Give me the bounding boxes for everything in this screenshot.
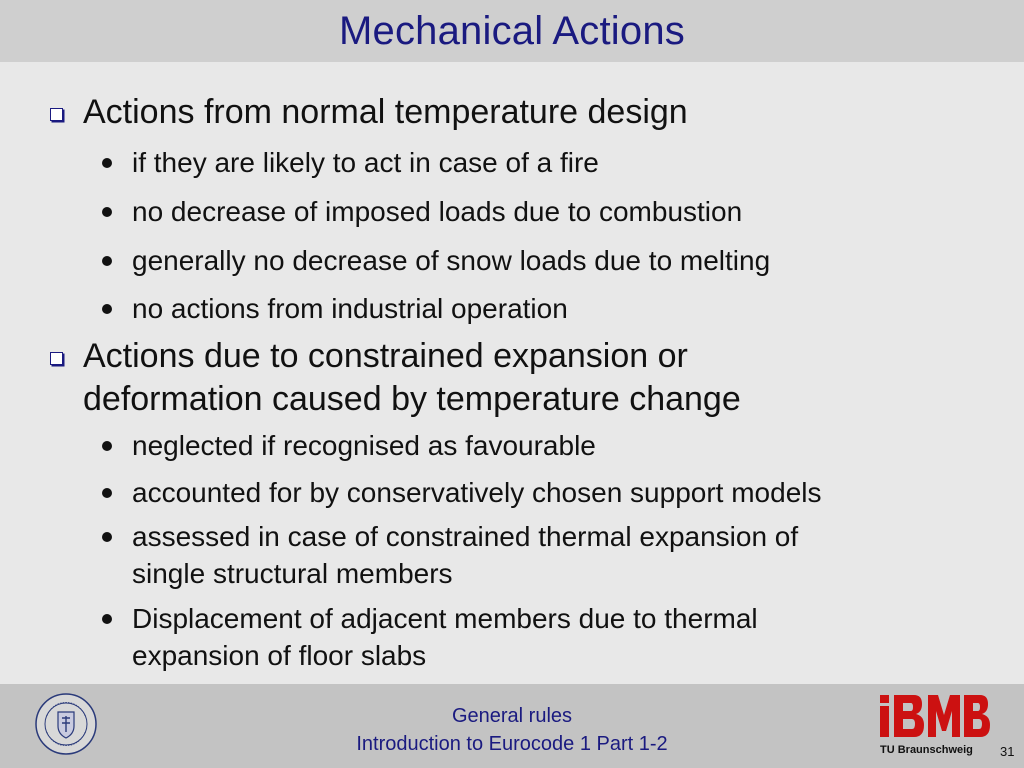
- page-number: 31: [1000, 744, 1015, 759]
- bullet-line: expansion of floor slabs: [132, 640, 427, 671]
- dot-bullet-icon: [102, 441, 112, 451]
- title-bar: [0, 0, 1024, 62]
- heading-line: Actions due to constrained expansion or: [83, 337, 688, 375]
- bullet-text: accounted for by conservatively chosen support models: [132, 477, 822, 508]
- dot-bullet-icon: [102, 532, 112, 542]
- bullet-item: [102, 427, 596, 464]
- bullet-text: neglected if recognised as favourable: [132, 430, 596, 461]
- dot-bullet-icon: [102, 614, 112, 624]
- bullet-item: [102, 193, 742, 230]
- university-seal-icon: [34, 692, 98, 756]
- bullet-item: [102, 600, 758, 674]
- bullet-text: no decrease of imposed loads due to combustion: [132, 196, 743, 227]
- bullet-item: [102, 144, 599, 181]
- bullet-text: [132, 600, 758, 674]
- section-heading: [50, 91, 688, 134]
- section-heading-text: Actions from normal temperature design: [83, 93, 688, 131]
- bullet-text: [132, 518, 798, 592]
- bullet-item: [102, 290, 568, 327]
- bullet-text: if they are likely to act in case of a fire: [132, 147, 599, 178]
- bullet-item: [102, 474, 822, 511]
- checkbox-bullet-icon: [50, 352, 63, 365]
- bullet-text: generally no decrease of snow loads due to melting: [132, 245, 771, 276]
- bullet-text: no actions from industrial operation: [132, 293, 568, 324]
- heading-line: deformation caused by temperature change: [83, 380, 741, 418]
- dot-bullet-icon: [102, 256, 112, 266]
- slide-content: [0, 62, 1024, 684]
- footer-line: General rules: [451, 705, 573, 727]
- bullet-item: [102, 518, 798, 592]
- bullet-line: Displacement of adjacent members due to thermal: [132, 603, 758, 634]
- logo-subtext: TU Braunschweig: [880, 744, 973, 756]
- footer-bar: [0, 684, 1024, 768]
- footer-caption: [300, 702, 724, 758]
- dot-bullet-icon: [102, 158, 112, 168]
- checkbox-bullet-icon: [50, 108, 63, 121]
- dot-bullet-icon: [102, 207, 112, 217]
- dot-bullet-icon: [102, 304, 112, 314]
- bullet-item: [102, 242, 770, 279]
- dot-bullet-icon: [102, 488, 112, 498]
- bullet-line: assessed in case of constrained thermal expansion of: [132, 521, 799, 552]
- bullet-line: single structural members: [132, 558, 453, 589]
- slide-title: Mechanical Actions: [338, 8, 685, 53]
- section-heading: [50, 335, 741, 421]
- ibmb-logo-icon: [878, 693, 990, 739]
- section-heading-text: [83, 335, 741, 421]
- footer-line: Introduction to Eurocode 1 Part 1-2: [356, 733, 668, 755]
